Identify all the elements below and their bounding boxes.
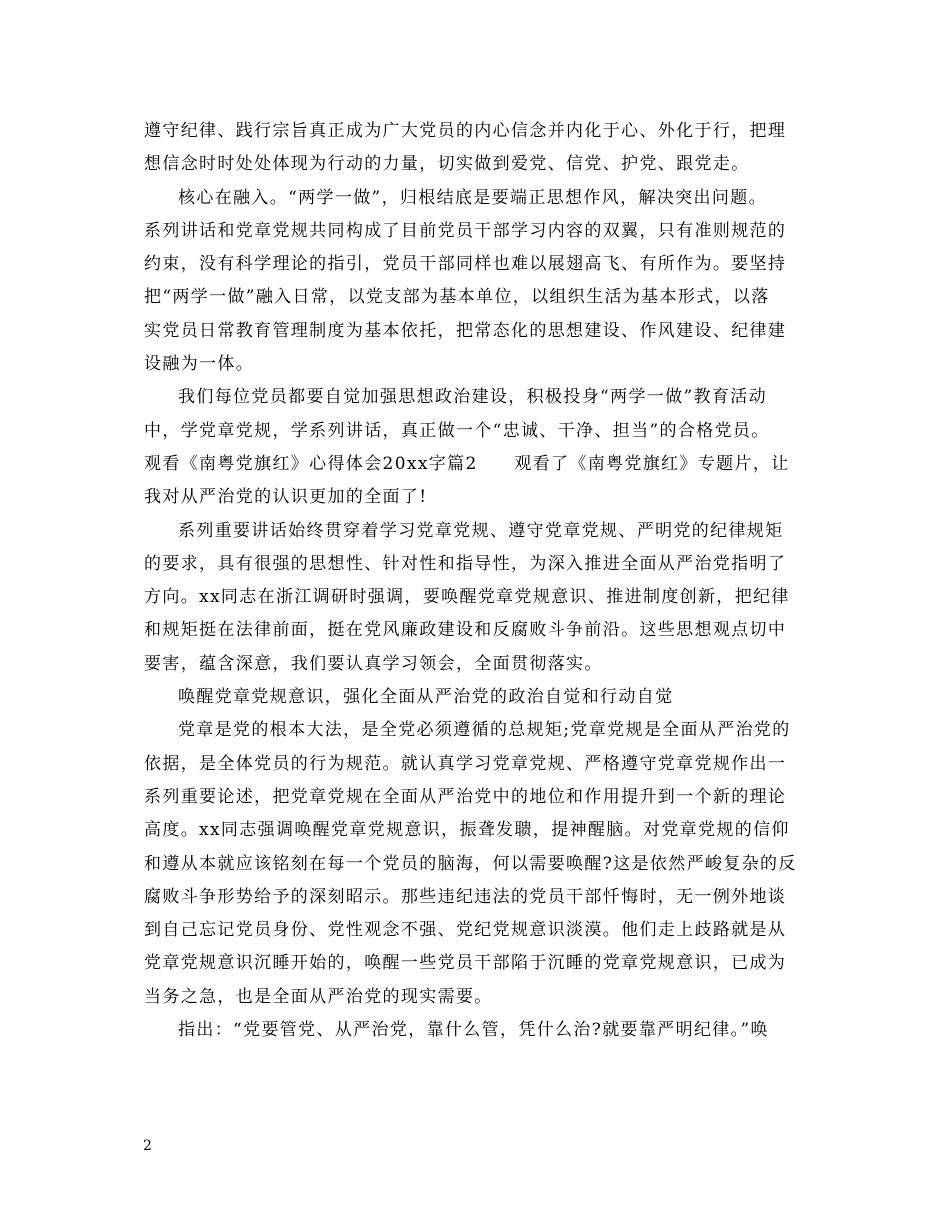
section-title-line: 观看《南粤党旗红》心得体会20xx字篇2 观看了《南粤党旗红》专题片，让 xyxy=(144,453,790,474)
text-line: 中，学党章党规，学系列讲话，真正做一个“忠诚、干净、担当”的合格党员。 xyxy=(144,420,770,441)
text-line: 到自己忘记党员身份、党性观念不强、党纪党规意识淡漠。他们走上歧路就是从 xyxy=(144,920,787,941)
paragraph-start-line: 指出：“党要管党、从严治党，靠什么管，凭什么治?就要靠严明纪律。”唤 xyxy=(178,1020,769,1041)
text-line: 和遵从本就应该铭刻在每一个党员的脑海，何以需要唤醒?这是依然严峻复杂的反 xyxy=(144,853,797,874)
subheading-line: 唤醒党章党规意识，强化全面从严治党的政治自觉和行动自觉 xyxy=(178,687,674,708)
text-line: 依据，是全体党员的行为规范。就认真学习党章党规、严格遵守党章党规作出一 xyxy=(144,753,787,774)
text-line: 和规矩挺在法律前面，挺在党风廉政建设和反腐败斗争前沿。这些思想观点切中 xyxy=(144,620,787,641)
text-line: 想信念时时处处体现为行动的力量，切实做到爱党、信党、护党、跟党走。 xyxy=(144,154,750,175)
text-line: 当务之急，也是全面从严治党的现实需要。 xyxy=(144,986,493,1007)
text-line: 系列重要论述，把党章党规在全面从严治党中的地位和作用提升到一个新的理论 xyxy=(144,786,787,807)
paragraph-start-line: 党章是党的根本大法，是全党必须遵循的总规矩;党章党规是全面从严治党的 xyxy=(178,720,791,741)
text-line: 的要求，具有很强的思想性、针对性和指导性，为深入推进全面从严治党指明了 xyxy=(144,553,787,574)
text-line: 实党员日常教育管理制度为基本依托，把常态化的思想建设、作风建设、纪律建 xyxy=(144,320,787,341)
body-text xyxy=(144,115,812,1047)
text-line: 腐败斗争形势给予的深刻昭示。那些违纪违法的党员干部忏悔时，无一例外地谈 xyxy=(144,886,787,907)
text-line: 高度。xx同志强调唤醒党章党规意识，振聋发聩，提神醒脑。对党章党规的信仰 xyxy=(144,820,790,841)
text-line: 遵守纪律、践行宗旨真正成为广大党员的内心信念并内化于心、外化于行，把理 xyxy=(144,121,787,141)
text-line: 我对从严治党的认识更加的全面了! xyxy=(144,487,428,508)
paragraph-start-line: 我们每位党员都要自觉加强思想政治建设，积极投身“两学一做”教育活动 xyxy=(178,387,767,408)
text-line: 党章党规意识沉睡开始的，唤醒一些党员干部陷于沉睡的党章党规意识，已成为 xyxy=(144,953,787,974)
text-line: 系列讲话和党章党规共同构成了目前党员干部学习内容的双翼，只有准则规范的 xyxy=(144,220,787,241)
text-line: 设融为一体。 xyxy=(144,354,255,375)
paragraph-start-line: 核心在融入。“两学一做”，归根结底是要端正思想作风，解决突出问题。 xyxy=(178,187,767,208)
text-line: 要害，蕴含深意，我们要认真学习领会，全面贯彻落实。 xyxy=(144,653,603,674)
page-number: 2 xyxy=(143,1138,152,1154)
paragraph-start-line: 系列重要讲话始终贯穿着学习党章党规、遵守党章党规、严明党的纪律规矩 xyxy=(178,520,784,541)
text-line: 方向。xx同志在浙江调研时强调，要唤醒党章党规意识、推进制度创新，把纪律 xyxy=(144,587,790,608)
text-line: 约束，没有科学理论的指引，党员干部同样也难以展翅高飞、有所作为。要坚持 xyxy=(144,254,787,275)
text-line: 把“两学一做”融入日常，以党支部为基本单位，以组织生活为基本形式，以落 xyxy=(144,287,770,308)
